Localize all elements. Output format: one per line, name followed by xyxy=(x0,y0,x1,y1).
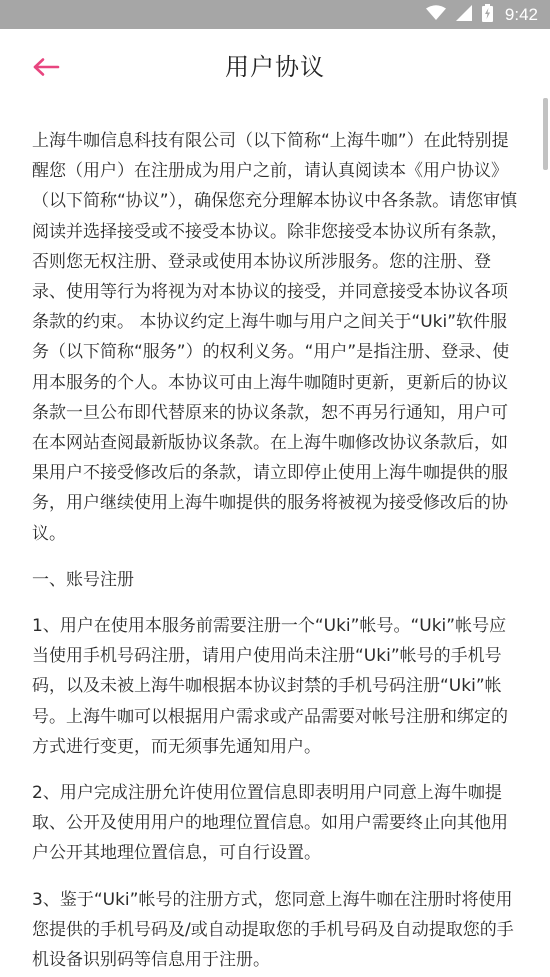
section-heading-account-registration: 一、账号注册 xyxy=(32,569,134,590)
wifi-icon xyxy=(426,5,446,25)
agreement-content[interactable] xyxy=(32,126,520,977)
scrollbar[interactable] xyxy=(543,98,548,170)
status-icons xyxy=(426,0,538,29)
status-bar xyxy=(0,0,550,29)
battery-icon xyxy=(482,4,493,26)
signal-icon xyxy=(456,5,472,25)
page-title: 用户协议 xyxy=(225,53,325,81)
app-header xyxy=(0,29,550,109)
clause-paragraph: 3、鉴于“Uki”帐号的注册方式，您同意上海牛咖在注册时将使用您提供的手机号码及/或自动提取您的手机号码及自动提取您的手机设备识别码等信息用于注册。 xyxy=(32,889,514,971)
clause-paragraph: 2、用户完成注册允许使用位置信息即表明用户同意上海牛咖提取、公开及使用用户的地理位置信息。如用户需要终止向其他用户公开其地理位置信息，可自行设置。 xyxy=(32,783,508,864)
status-time: 9:42 xyxy=(504,5,538,24)
agreement-intro-paragraph: 上海牛咖信息科技有限公司（以下简称“上海牛咖”）在此特别提醒您（用户）在注册成为用户之前，请认真阅读本《用户协议》（以下简称“协议”），确保您充分理解本协议中各条款。请您审慎阅读并选择接受或不接受本协议。除非您接受本协议所有条款，否则您无权注册、登录或使用本协议所涉服务。您的注册、登录、使用等行为将视为对本协议的接受，并同意接受本协议各项条款的约束。 本协议约定上海牛咖与用户之间关于“Uki”软件服务（以下简称“服务”）的权利义务。“用户”是指注册、登录、使用本服务的个人。本协议可由上海牛咖随时更新，更新后的协议条款一旦公布即代替原来的协议条款，恕不再另行通知，用户可在本网站查阅最新版协议条款。在上海牛咖修改协议条款后，如果用户不接受修改后的条款，请立即停止使用上海牛咖提供的服务，用户继续使用上海牛咖提供的服务将被视为接受修改后的协议。 xyxy=(32,131,518,544)
clause-paragraph: 1、用户在使用本服务前需要注册一个“Uki”帐号。“Uki”帐号应当使用手机号码注册，请用户使用尚未注册“Uki”帐号的手机号码，以及未被上海牛咖根据本协议封禁的手机号码注册“Uki”帐号。上海牛咖可以根据用户需求或产品需要对帐号注册和绑定的方式进行变更，而无须事先通知用户。 xyxy=(32,616,508,757)
